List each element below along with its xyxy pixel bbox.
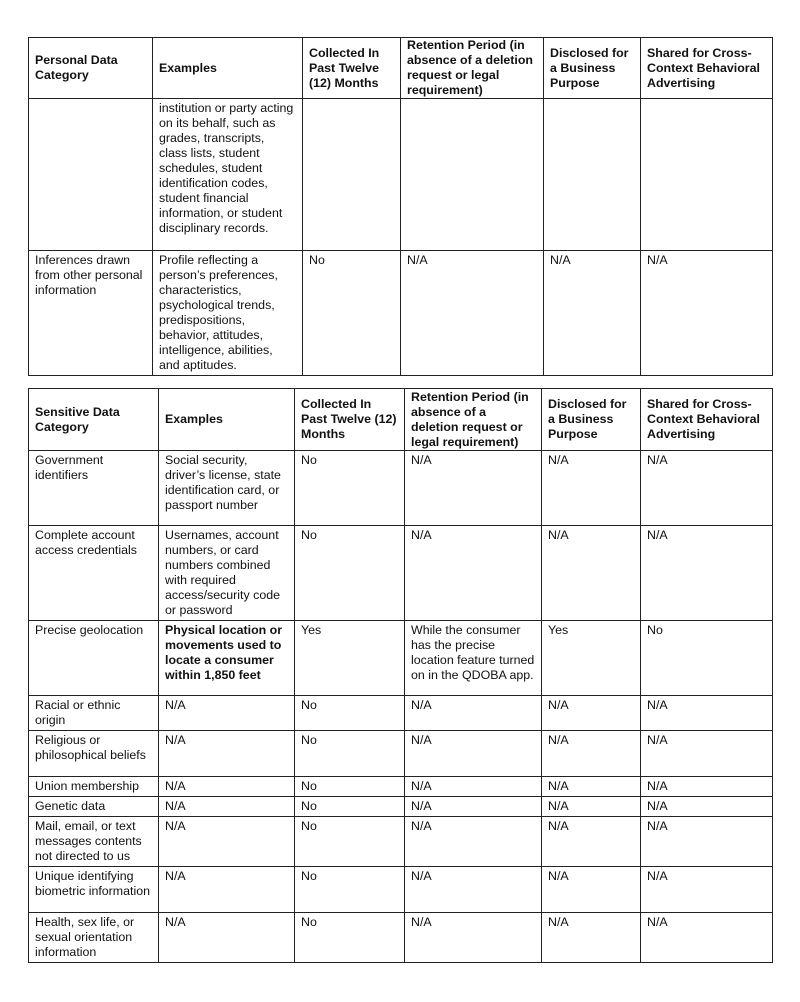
table-row xyxy=(29,99,773,251)
table-row xyxy=(29,621,773,696)
cell-examples: N/A xyxy=(159,731,295,777)
cell-category: Union membership xyxy=(29,777,159,797)
cell-disclosed: N/A xyxy=(542,526,641,621)
cell-category: Government identifiers xyxy=(29,451,159,526)
header-examples: Examples xyxy=(153,38,303,99)
cell-retention xyxy=(401,99,544,251)
cell-collected xyxy=(303,99,401,251)
cell-collected: No xyxy=(295,451,405,526)
cell-retention: N/A xyxy=(405,797,542,817)
cell-examples: N/A xyxy=(159,817,295,867)
cell-shared: N/A xyxy=(641,867,773,913)
cell-disclosed: N/A xyxy=(542,913,641,963)
header-disclosed: Disclosed for a Business Purpose xyxy=(544,38,641,99)
cell-examples: N/A xyxy=(159,777,295,797)
cell-shared: N/A xyxy=(641,817,773,867)
cell-category xyxy=(29,99,153,251)
cell-collected: No xyxy=(295,731,405,777)
cell-disclosed: Yes xyxy=(542,621,641,696)
cell-examples: Profile reflecting a person’s preferences, characteristics, psychological trends, predispositions, behavior, attitudes, intelligence, abilities, and aptitudes. xyxy=(153,251,303,376)
cell-retention: N/A xyxy=(405,777,542,797)
table-row xyxy=(29,696,773,731)
cell-category: Racial or ethnic origin xyxy=(29,696,159,731)
cell-shared: N/A xyxy=(641,797,773,817)
cell-examples: Physical location or movements used to locate a consumer within 1,850 feet xyxy=(159,621,295,696)
cell-disclosed: N/A xyxy=(544,251,641,376)
header-collected: Collected In Past Twelve (12) Months xyxy=(303,38,401,99)
cell-collected: No xyxy=(295,797,405,817)
cell-shared: N/A xyxy=(641,451,773,526)
cell-disclosed xyxy=(544,99,641,251)
cell-collected: No xyxy=(295,817,405,867)
table-row xyxy=(29,913,773,963)
header-shared: Shared for Cross-Context Behavioral Advertising xyxy=(641,38,773,99)
cell-shared: N/A xyxy=(641,913,773,963)
cell-retention: N/A xyxy=(405,817,542,867)
cell-examples: N/A xyxy=(159,696,295,731)
table-row xyxy=(29,777,773,797)
cell-collected: No xyxy=(295,777,405,797)
cell-retention: N/A xyxy=(405,867,542,913)
cell-collected: No xyxy=(295,526,405,621)
cell-category: Mail, email, or text messages contents not directed to us xyxy=(29,817,159,867)
cell-category: Complete account access credentials xyxy=(29,526,159,621)
header-row xyxy=(29,38,773,99)
header-collected: Collected In Past Twelve (12) Months xyxy=(295,389,405,451)
cell-disclosed: N/A xyxy=(542,797,641,817)
cell-retention: N/A xyxy=(405,913,542,963)
table-row xyxy=(29,867,773,913)
cell-examples: Usernames, account numbers, or card numbers combined with required access/security code or password xyxy=(159,526,295,621)
cell-category: Health, sex life, or sexual orientation information xyxy=(29,913,159,963)
cell-examples: Social security, driver’s license, state identification card, or passport number xyxy=(159,451,295,526)
cell-disclosed: N/A xyxy=(542,451,641,526)
cell-retention: While the consumer has the precise location feature turned on in the QDOBA app. xyxy=(405,621,542,696)
header-retention: Retention Period (in absence of a deletion request or legal requirement) xyxy=(401,38,544,99)
cell-collected: No xyxy=(295,867,405,913)
cell-shared: N/A xyxy=(641,696,773,731)
cell-examples: institution or party acting on its behalf, such as grades, transcripts, class lists, student schedules, student identification codes, student financial information, or student disciplinary records. xyxy=(153,99,303,251)
cell-shared: N/A xyxy=(641,731,773,777)
header-examples: Examples xyxy=(159,389,295,451)
table-row xyxy=(29,251,773,376)
cell-category: Genetic data xyxy=(29,797,159,817)
header-disclosed: Disclosed for a Business Purpose xyxy=(542,389,641,451)
cell-shared: No xyxy=(641,621,773,696)
table-row xyxy=(29,451,773,526)
personal-data-table xyxy=(28,37,773,376)
cell-collected: Yes xyxy=(295,621,405,696)
header-row xyxy=(29,389,773,451)
table-row xyxy=(29,817,773,867)
cell-collected: No xyxy=(295,913,405,963)
cell-disclosed: N/A xyxy=(542,696,641,731)
header-category: Personal Data Category xyxy=(29,38,153,99)
cell-shared: N/A xyxy=(641,777,773,797)
cell-retention: N/A xyxy=(405,731,542,777)
cell-disclosed: N/A xyxy=(542,731,641,777)
sensitive-data-table xyxy=(28,388,773,963)
cell-disclosed: N/A xyxy=(542,867,641,913)
cell-category: Unique identifying biometric information xyxy=(29,867,159,913)
cell-category: Precise geolocation xyxy=(29,621,159,696)
cell-retention: N/A xyxy=(405,451,542,526)
table-row xyxy=(29,797,773,817)
header-category: Sensitive Data Category xyxy=(29,389,159,451)
table-row xyxy=(29,526,773,621)
cell-retention: N/A xyxy=(401,251,544,376)
cell-collected: No xyxy=(303,251,401,376)
cell-category: Religious or philosophical beliefs xyxy=(29,731,159,777)
cell-examples: N/A xyxy=(159,797,295,817)
table-row xyxy=(29,731,773,777)
cell-examples: N/A xyxy=(159,913,295,963)
cell-category: Inferences drawn from other personal information xyxy=(29,251,153,376)
cell-shared xyxy=(641,99,773,251)
header-shared: Shared for Cross-Context Behavioral Advertising xyxy=(641,389,773,451)
cell-disclosed: N/A xyxy=(542,777,641,797)
cell-retention: N/A xyxy=(405,696,542,731)
cell-retention: N/A xyxy=(405,526,542,621)
cell-shared: N/A xyxy=(641,251,773,376)
header-retention: Retention Period (in absence of a deletion request or legal requirement) xyxy=(405,389,542,451)
cell-collected: No xyxy=(295,696,405,731)
cell-shared: N/A xyxy=(641,526,773,621)
cell-disclosed: N/A xyxy=(542,817,641,867)
cell-examples: N/A xyxy=(159,867,295,913)
